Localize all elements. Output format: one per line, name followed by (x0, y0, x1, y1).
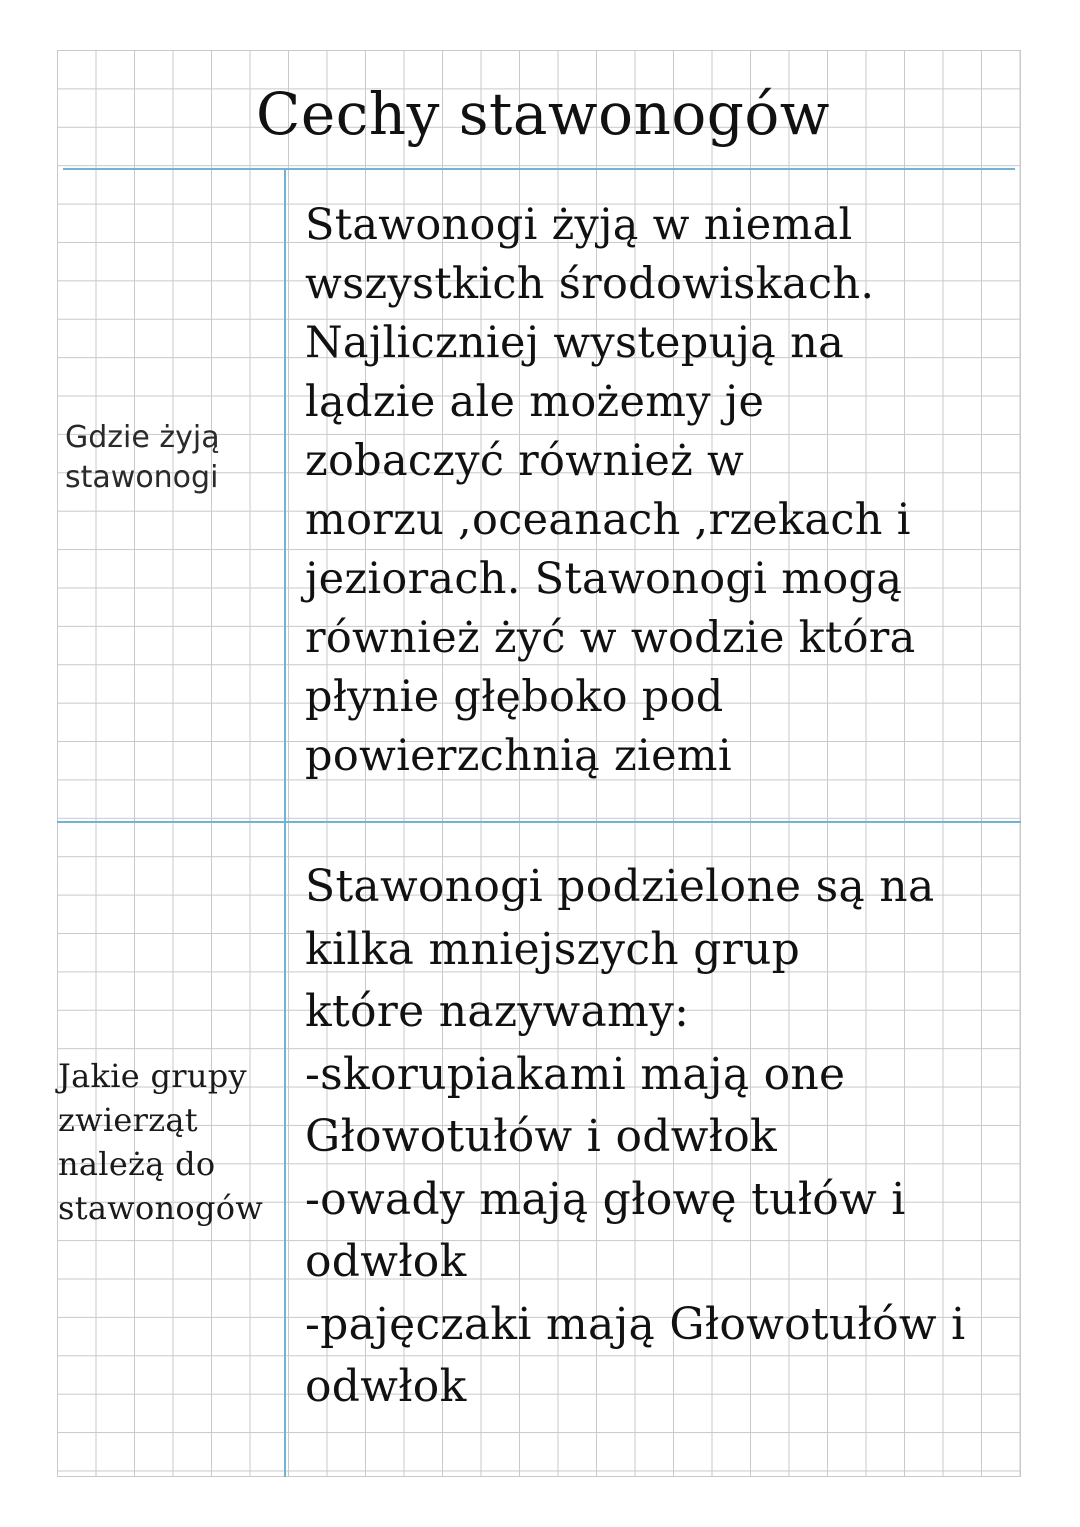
row-divider (57, 821, 1021, 823)
row-content-habitat: Stawonogi żyją w niemal wszystkich środowiskach. Najliczniej wystepują na lądzie ale możemy je zobaczyć również w morzu ,oceanach ,rzekach i jeziorach. Stawonogi mogą również żyć w wodzie która płynie głęboko pod powierzchnią ziemi (305, 200, 916, 781)
row-label-habitat: Gdzie żyją stawonogi (65, 420, 220, 495)
row-label-groups: Jakie grupy zwierząt należą do stawonogów (58, 1057, 264, 1227)
title-divider (63, 168, 1015, 170)
page-title: Cechy stawonogów (256, 80, 830, 148)
row-content-groups: Stawonogi podzielone są na kilka mniejszych grup które nazywamy: -skorupiakami mają one Głowotułów i odwłok -owady mają głowę tułów i odwłok -pajęczaki mają Głowotułów i odwłok (305, 861, 966, 1412)
